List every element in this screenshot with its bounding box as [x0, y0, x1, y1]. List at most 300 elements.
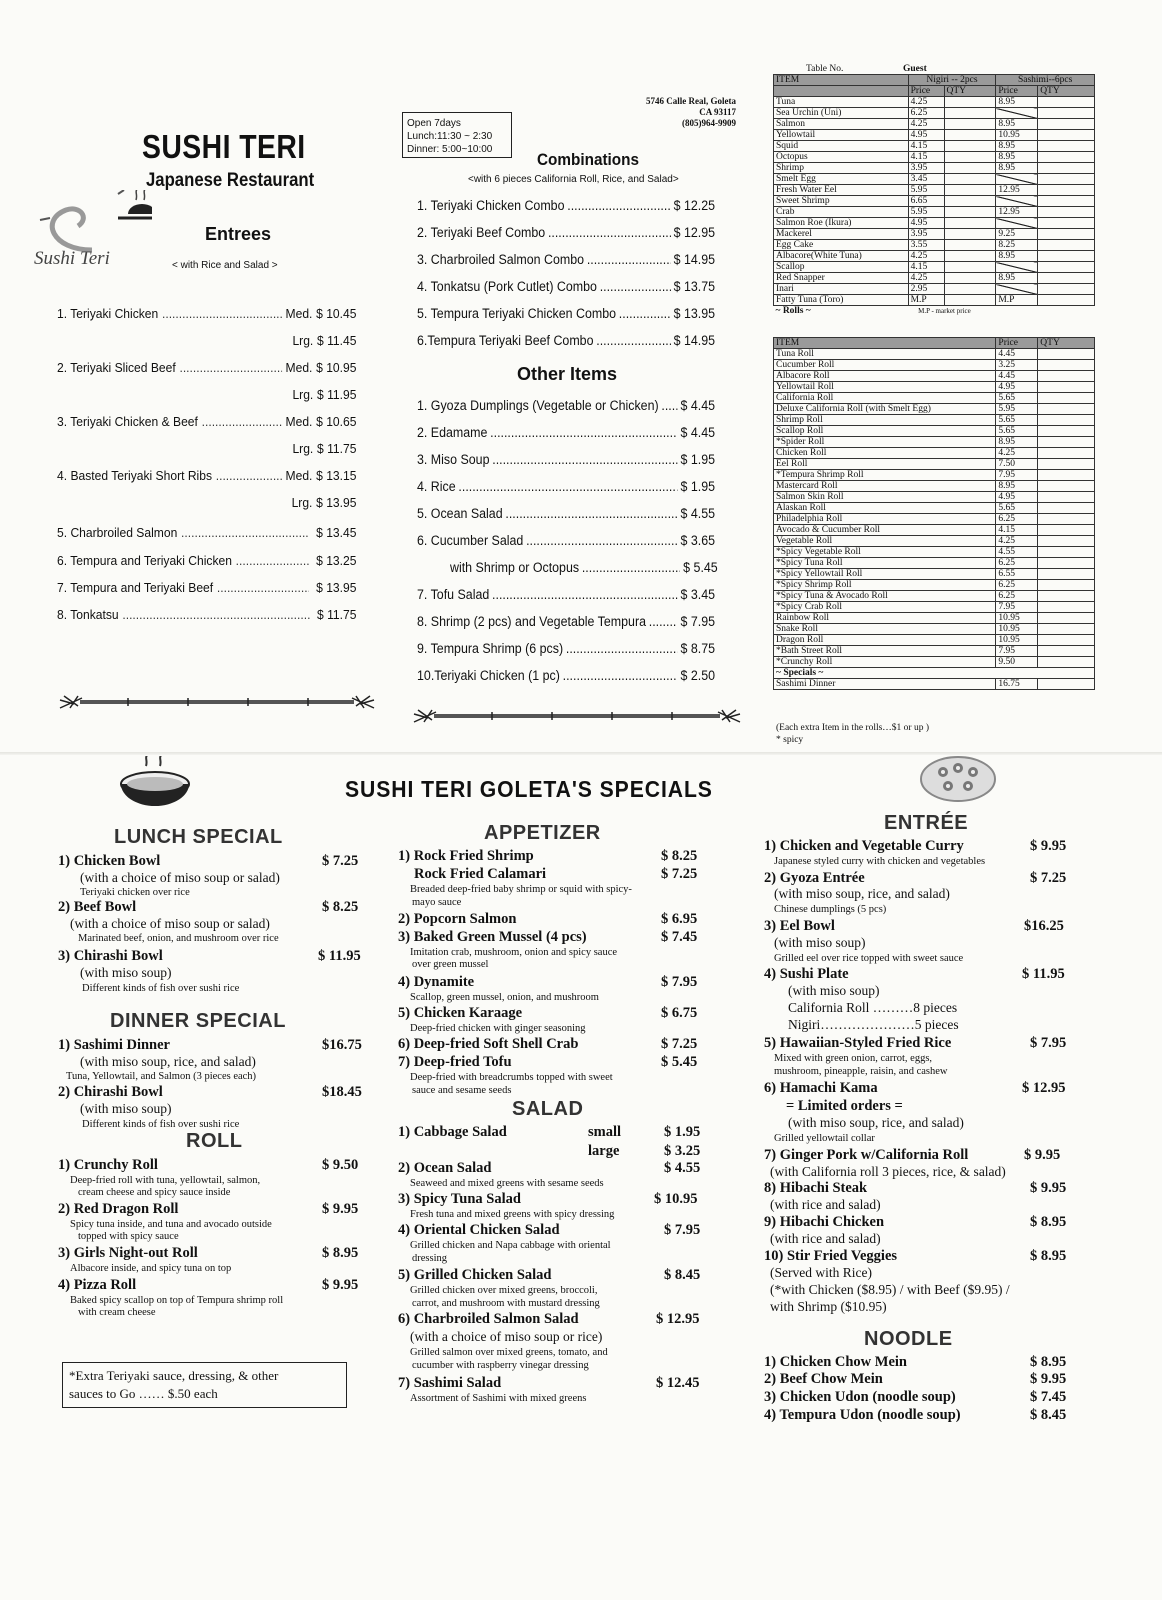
roll-qty-cell[interactable]	[1038, 448, 1095, 459]
salad-item-desc: Grilled salmon over mixed greens, tomato, and	[410, 1347, 608, 1358]
entree-item-desc: Grilled yellowtail collar	[774, 1133, 875, 1144]
nigiri-price: 4.15	[908, 262, 944, 273]
entree-item-name: 10) Stir Fried Veggies	[764, 1248, 898, 1264]
sashimi-qty-cell[interactable]	[1038, 141, 1095, 152]
salad-heading: SALAD	[512, 1098, 584, 1120]
extra-sauce-note-line1: *Extra Teriyaki sauce, dressing, & other	[69, 1368, 279, 1383]
sashimi-price: 8.95	[996, 97, 1038, 108]
other-item-name: 5. Ocean Salad	[417, 506, 503, 521]
nigiri-qty-cell[interactable]	[944, 185, 996, 196]
roll-row	[774, 613, 1095, 624]
entree-item-option: Nigiri…………………5 pieces	[788, 1017, 959, 1032]
combinations-subtitle: <with 6 pieces California Roll, Rice, and Salad>	[468, 174, 679, 185]
roll-item-name: *Spicy Vegetable Roll	[774, 547, 996, 558]
roll-item-name: Albacore Roll	[774, 371, 996, 382]
roll-item-name: *Spicy Crab Roll	[774, 602, 996, 613]
roll-row	[774, 404, 1095, 415]
other-item-name: 4. Rice	[417, 479, 456, 494]
combinations-item-name: 6.Tempura Teriyaki Beef Combo	[417, 333, 594, 348]
other-item-price: $ 8.75	[680, 641, 716, 656]
roll-qty-cell[interactable]	[1038, 503, 1095, 514]
sashimi-qty-cell[interactable]	[1038, 185, 1095, 196]
roll-item-name: 3) Girls Night-out Roll	[58, 1245, 198, 1261]
roll-row	[774, 382, 1095, 393]
roll-qty-cell[interactable]	[1038, 580, 1095, 591]
entree-item-name: 5) Hawaiian-Styled Fried Rice	[764, 1035, 952, 1051]
entree-row	[57, 553, 356, 573]
nigiri-qty-cell[interactable]	[944, 240, 996, 251]
other-item-price: $ 3.45	[680, 587, 716, 602]
roll-qty-cell[interactable]	[1038, 437, 1095, 448]
spicy-note: * spicy	[776, 735, 804, 745]
sashimi-qty-cell[interactable]	[1038, 108, 1095, 119]
entree-item-option: (*with Chicken ($8.95) / with Beef ($9.95) /	[770, 1282, 1010, 1297]
other-item-name: 1. Gyoza Dumplings (Vegetable or Chicken)	[417, 398, 659, 413]
nigiri-price: 4.15	[908, 141, 944, 152]
special-price: 16.75	[996, 679, 1038, 690]
sashimi-qty-cell[interactable]	[1038, 251, 1095, 262]
leader-dots	[236, 553, 309, 573]
roll-price: 4.55	[996, 547, 1038, 558]
sashimi-price: 8.95	[996, 152, 1038, 163]
sashimi-price: 8.95	[996, 141, 1038, 152]
entree-row	[57, 495, 356, 515]
combinations-item-price: $ 14.95	[673, 333, 716, 348]
salad-item-desc: dressing	[412, 1253, 447, 1264]
salad-item-desc: cucumber with raspberry vinegar dressing	[412, 1360, 589, 1371]
leader-dots	[587, 252, 671, 272]
roll-price: 10.95	[996, 613, 1038, 624]
nigiri-row	[774, 229, 1095, 240]
entree-item-desc: Mixed with green onion, carrot, eggs,	[774, 1053, 933, 1064]
roll-row	[774, 635, 1095, 646]
roll-qty-cell[interactable]	[1038, 349, 1095, 360]
roll-qty-cell[interactable]	[1038, 536, 1095, 547]
nigiri-qty-cell[interactable]	[944, 251, 996, 262]
leader-dots	[217, 580, 309, 600]
nigiri-row	[774, 196, 1095, 207]
combinations-item-name: 5. Tempura Teriyaki Chicken Combo	[417, 306, 617, 321]
other-row	[417, 533, 715, 553]
roll-qty-cell[interactable]	[1038, 624, 1095, 635]
entree-size: Med.	[285, 414, 313, 429]
roll-price: 6.25	[996, 580, 1038, 591]
nigiri-price: 2.95	[908, 284, 944, 295]
leader-dots	[216, 468, 282, 488]
entree-item-desc: Chinese dumplings (5 pcs)	[774, 904, 887, 915]
roll-qty-cell[interactable]	[1038, 525, 1095, 536]
entree-price: $ 13.95	[316, 495, 357, 510]
roll-price: 5.65	[996, 426, 1038, 437]
entree-size: Lrg.	[292, 333, 314, 348]
roll-qty-cell[interactable]	[1038, 426, 1095, 437]
nigiri-qty-cell[interactable]	[944, 207, 996, 218]
roll-row	[774, 415, 1095, 426]
roll-row	[774, 558, 1095, 569]
nigiri-qty-cell[interactable]	[944, 108, 996, 119]
roll-row	[774, 591, 1095, 602]
salad-item-name: 7) Sashimi Salad	[398, 1375, 502, 1391]
combinations-item-name: 3. Charbroiled Salmon Combo	[417, 252, 585, 267]
sashimi-qty-cell[interactable]	[1038, 174, 1095, 185]
entree-item-note: = Limited orders =	[786, 1098, 903, 1114]
lunch-item-option: (with a choice of miso soup or salad)	[70, 916, 270, 931]
lunch-item-option: (with a choice of miso soup or salad)	[80, 870, 280, 885]
nigiri-price: 3.95	[908, 163, 944, 174]
entree-name: 4. Basted Teriyaki Short Ribs	[57, 468, 213, 483]
other-item-name: 8. Shrimp (2 pcs) and Vegetable Tempura	[417, 614, 646, 629]
sashimi-qty-cell[interactable]	[1038, 295, 1095, 306]
rolls-price-header: Price	[996, 338, 1038, 349]
nigiri-qty-cell[interactable]	[944, 174, 996, 185]
nigiri-qty-cell[interactable]	[944, 97, 996, 108]
hours-dinner: Dinner: 5:00~10:00	[407, 144, 493, 155]
roll-row	[774, 624, 1095, 635]
leader-dots	[57, 441, 292, 461]
leader-dots	[505, 506, 677, 526]
roll-qty-cell[interactable]	[1038, 569, 1095, 580]
lunch-special-heading: LUNCH SPECIAL	[114, 826, 283, 848]
roll-qty-cell[interactable]	[1038, 382, 1095, 393]
address-street: 5746 Calle Real, Goleta	[646, 96, 736, 106]
other-item-name: 6. Cucumber Salad	[417, 533, 524, 548]
sashimi-qty-cell[interactable]	[1038, 97, 1095, 108]
combinations-item-price: $ 13.95	[673, 306, 716, 321]
noodle-item-price: $ 8.45	[1030, 1407, 1067, 1423]
roll-qty-cell[interactable]	[1038, 591, 1095, 602]
combinations-row	[417, 225, 715, 245]
nigiri-qty-cell[interactable]	[944, 229, 996, 240]
appetizer-item-price: $ 7.25	[661, 1036, 698, 1052]
sashimi-qty-cell[interactable]	[1038, 163, 1095, 174]
salad-size-large: large	[588, 1143, 620, 1159]
market-price-note: M.P - market price	[918, 307, 971, 316]
other-items-heading: Other Items	[517, 364, 618, 384]
entree-item-price: $ 11.95	[1022, 966, 1065, 982]
entree-row	[57, 333, 356, 353]
nigiri-row	[774, 273, 1095, 284]
nigiri-qty-cell[interactable]	[944, 196, 996, 207]
entree-item-option: (with California roll 3 pieces, rice, & salad)	[770, 1164, 1006, 1179]
roll-row	[774, 646, 1095, 657]
other-row	[417, 668, 715, 688]
nigiri-price: 5.95	[908, 185, 944, 196]
nigiri-qty-cell[interactable]	[944, 141, 996, 152]
salad-item-desc: Fresh tuna and mixed greens with spicy dressing	[410, 1209, 615, 1220]
roll-price: 10.95	[996, 635, 1038, 646]
other-item-price: $ 1.95	[680, 452, 716, 467]
entree-name: 2. Teriyaki Sliced Beef	[57, 360, 176, 375]
entree-size: Lrg.	[292, 387, 314, 402]
appetizer-item-name: 6) Deep-fried Soft Shell Crab	[398, 1036, 579, 1052]
nigiri-qty-cell[interactable]	[944, 273, 996, 284]
logo-text: Sushi Teri	[34, 248, 110, 269]
dinner-item-desc: Different kinds of fish over sushi rice	[82, 1119, 240, 1130]
rolls-label: ~ Rolls ~	[775, 306, 811, 317]
appetizer-item-name: 7) Deep-fried Tofu	[398, 1054, 512, 1070]
roll-price: 5.65	[996, 393, 1038, 404]
nigiri-row	[774, 207, 1095, 218]
entree-size: Lrg.	[292, 441, 314, 456]
roll-item-desc: topped with spicy sauce	[78, 1231, 179, 1242]
nigiri-item-name: Octopus	[774, 152, 909, 163]
roll-row	[774, 580, 1095, 591]
entree-row	[57, 441, 356, 461]
leader-dots	[567, 198, 671, 218]
roll-heading: ROLL	[186, 1130, 243, 1152]
entree-row	[57, 414, 356, 434]
other-item-price: $ 4.55	[680, 506, 716, 521]
sashimi-qty-cell[interactable]	[1038, 218, 1095, 229]
combinations-item-price: $ 12.95	[673, 225, 716, 240]
entree-item-price: $ 7.95	[1030, 1035, 1067, 1051]
sashimi-qty-cell[interactable]	[1038, 152, 1095, 163]
nigiri-price: 6.65	[908, 196, 944, 207]
roll-qty-cell[interactable]	[1038, 415, 1095, 426]
roll-qty-cell[interactable]	[1038, 613, 1095, 624]
roll-row	[774, 349, 1095, 360]
nigiri-item-name: Salmon	[774, 119, 909, 130]
combinations-row	[417, 333, 715, 353]
sashimi-qty-cell[interactable]	[1038, 229, 1095, 240]
combinations-row	[417, 279, 715, 299]
appetizer-item-desc: mayo sauce	[412, 897, 462, 908]
appetizer-item-name: Rock Fried Calamari	[414, 866, 547, 882]
roll-item-desc: with cream cheese	[78, 1307, 156, 1318]
roll-row	[774, 437, 1095, 448]
roll-item-name: *Spicy Tuna Roll	[774, 558, 996, 569]
nigiri-row	[774, 163, 1095, 174]
nigiri-price: 6.25	[908, 108, 944, 119]
roll-row	[774, 536, 1095, 547]
rolls-item-header: ITEM	[774, 338, 996, 349]
roll-qty-cell[interactable]	[1038, 470, 1095, 481]
other-row	[417, 479, 715, 499]
roll-qty-cell[interactable]	[1038, 492, 1095, 503]
sashimi-qty-cell[interactable]	[1038, 262, 1095, 273]
noodle-item-name: 3) Chicken Udon (noodle soup)	[764, 1389, 956, 1405]
sashimi-price	[996, 262, 1038, 273]
entree-item-option: (with rice and salad)	[770, 1197, 881, 1212]
entree-item-desc: Grilled eel over rice topped with sweet sauce	[774, 953, 964, 964]
roll-qty-cell[interactable]	[1038, 558, 1095, 569]
sashimi-price	[996, 218, 1038, 229]
entree-item-price: $ 12.95	[1022, 1080, 1066, 1096]
roll-item-desc: Albacore inside, and spicy tuna on top	[70, 1263, 232, 1274]
nigiri-price: 3.45	[908, 174, 944, 185]
nigiri-price: 4.25	[908, 119, 944, 130]
nigiri-qty-cell[interactable]	[944, 119, 996, 130]
sashimi-price: 8.95	[996, 273, 1038, 284]
sashimi-price: 12.95	[996, 207, 1038, 218]
nigiri-item-name: Sea Urchin (Uni)	[774, 108, 909, 119]
address	[590, 96, 736, 129]
other-item-name: 2. Edamame	[417, 425, 488, 440]
roll-qty-cell[interactable]	[1038, 393, 1095, 404]
entree-price: $ 13.15	[316, 468, 357, 483]
roll-item-name: Yellowtail Roll	[774, 382, 996, 393]
combinations-heading: Combinations	[537, 150, 640, 169]
combinations-row	[417, 306, 715, 326]
address-city: CA 93117	[699, 107, 736, 117]
roll-item-name: Vegetable Roll	[774, 536, 996, 547]
other-item-price: $ 3.65	[680, 533, 716, 548]
dinner-item-option: (with miso soup)	[80, 1101, 172, 1116]
noodle-item-price: $ 7.45	[1030, 1389, 1067, 1405]
appetizer-item-price: $ 6.75	[661, 1005, 698, 1021]
roll-item-name: *Tempura Shrimp Roll	[774, 470, 996, 481]
dinner-special-heading: DINNER SPECIAL	[110, 1010, 286, 1032]
item-subheader	[774, 86, 909, 97]
extra-item-note: (Each extra Item in the rolls…$1 or up )	[776, 723, 930, 733]
leader-dots	[596, 333, 671, 353]
entree-name: 3. Teriyaki Chicken & Beef	[57, 414, 198, 429]
roll-item-name: California Roll	[774, 393, 996, 404]
roll-item-name: Philadelphia Roll	[774, 514, 996, 525]
nigiri-row	[774, 119, 1095, 130]
combinations-item-price: $ 14.95	[673, 252, 716, 267]
noodle-item-name: 2) Beef Chow Mein	[764, 1371, 883, 1387]
appetizer-item-price: $ 7.45	[661, 929, 698, 945]
roll-qty-cell[interactable]	[1038, 481, 1095, 492]
salad-item-name: 4) Oriental Chicken Salad	[398, 1222, 560, 1238]
roll-qty-cell[interactable]	[1038, 371, 1095, 382]
roll-qty-cell[interactable]	[1038, 635, 1095, 646]
combinations-row	[417, 252, 715, 272]
roll-qty-cell[interactable]	[1038, 459, 1095, 470]
leader-dots	[582, 560, 681, 580]
nigiri-qty-cell[interactable]	[944, 218, 996, 229]
roll-qty-cell[interactable]	[1038, 602, 1095, 613]
nigiri-price: 4.95	[908, 130, 944, 141]
roll-item-name: 2) Red Dragon Roll	[58, 1201, 179, 1217]
sashimi-price-header: Price	[996, 86, 1038, 97]
nigiri-price: 4.95	[908, 218, 944, 229]
sashimi-qty-header[interactable]: QTY	[1038, 86, 1095, 97]
roll-price: 9.50	[996, 657, 1038, 668]
nigiri-qty-cell[interactable]	[944, 295, 996, 306]
nigiri-qty-cell[interactable]	[944, 284, 996, 295]
sashimi-qty-cell[interactable]	[1038, 196, 1095, 207]
leader-dots	[548, 225, 671, 245]
appetizer-item-name: 1) Rock Fried Shrimp	[398, 848, 534, 864]
nigiri-qty-cell[interactable]	[944, 163, 996, 174]
entree-name: 5. Charbroiled Salmon	[57, 525, 178, 540]
salad-item-price: $ 3.25	[664, 1143, 701, 1159]
table-no-label: Table No.	[806, 64, 844, 74]
sashimi-qty-cell[interactable]	[1038, 130, 1095, 141]
roll-item-name: *Bath Street Roll	[774, 646, 996, 657]
other-row	[417, 614, 715, 634]
nigiri-qty-header[interactable]: QTY	[944, 86, 996, 97]
nigiri-item-name: Shrimp	[774, 163, 909, 174]
salad-item-desc: carrot, and mushroom with mustard dressing	[412, 1298, 600, 1309]
appetizer-heading: APPETIZER	[484, 822, 601, 844]
leader-dots	[57, 495, 292, 515]
roll-qty-cell[interactable]	[1038, 547, 1095, 558]
sashimi-price: 12.95	[996, 185, 1038, 196]
roll-qty-cell[interactable]	[1038, 404, 1095, 415]
roll-item-price: $ 9.50	[322, 1157, 359, 1173]
nigiri-sashimi-table	[773, 74, 1095, 316]
entree-size: Lrg.	[291, 495, 313, 510]
entree-item-price: $ 9.95	[1030, 1180, 1067, 1196]
entree-row	[57, 360, 356, 380]
special-qty-cell[interactable]	[1038, 679, 1095, 690]
sashimi-price: 10.95	[996, 130, 1038, 141]
sashimi-qty-cell[interactable]	[1038, 240, 1095, 251]
roll-qty-cell[interactable]	[1038, 657, 1095, 668]
roll-price: 8.95	[996, 481, 1038, 492]
sashimi-qty-cell[interactable]	[1038, 284, 1095, 295]
entree-item-price: $ 9.95	[1024, 1147, 1061, 1163]
sashimi-qty-cell[interactable]	[1038, 119, 1095, 130]
roll-item-name: Shrimp Roll	[774, 415, 996, 426]
nigiri-item-name: Yellowtail	[774, 130, 909, 141]
roll-item-name: Alaskan Roll	[774, 503, 996, 514]
nigiri-row	[774, 174, 1095, 185]
appetizer-item-price: $ 6.95	[661, 911, 698, 927]
entree-name: 6. Tempura and Teriyaki Chicken	[57, 553, 232, 568]
entree-row	[57, 387, 356, 407]
leader-dots	[122, 607, 309, 627]
roll-qty-cell[interactable]	[1038, 360, 1095, 371]
dinner-item-option: (with miso soup, rice, and salad)	[80, 1054, 256, 1069]
sashimi-price	[996, 284, 1038, 295]
specials-label: ~ Specials ~	[774, 668, 1095, 679]
lunch-item-desc: Teriyaki chicken over rice	[80, 887, 190, 898]
nigiri-qty-cell[interactable]	[944, 262, 996, 273]
sashimi-price: 8.95	[996, 119, 1038, 130]
salad-item-name: 3) Spicy Tuna Salad	[398, 1191, 521, 1207]
entree-size: Med.	[285, 306, 313, 321]
roll-item-price: $ 8.95	[322, 1245, 359, 1261]
sashimi-price	[996, 108, 1038, 119]
other-row	[417, 425, 715, 445]
appetizer-item-price: $ 5.45	[661, 1054, 698, 1070]
roll-qty-cell[interactable]	[1038, 514, 1095, 525]
salad-item-price: $ 10.95	[654, 1191, 698, 1207]
roll-row	[774, 569, 1095, 580]
roll-price: 6.25	[996, 514, 1038, 525]
noodle-item-price: $ 9.95	[1030, 1371, 1067, 1387]
appetizer-item-desc: Imitation crab, mushroom, onion and spicy sauce	[410, 947, 618, 958]
nigiri-qty-cell[interactable]	[944, 130, 996, 141]
entree-heading: ENTRÉE	[884, 812, 969, 834]
other-item-price: $ 7.95	[680, 614, 716, 629]
rolls-qty-header[interactable]: QTY	[1038, 338, 1095, 349]
nigiri-item-name: Albacore(White Tuna)	[774, 251, 909, 262]
salad-item-desc: Seaweed and mixed greens with sesame seeds	[410, 1178, 604, 1189]
roll-row	[774, 492, 1095, 503]
combinations-item-name: 1. Teriyaki Chicken Combo	[417, 198, 565, 213]
entree-row	[57, 306, 356, 326]
entree-item-name: 3) Eel Bowl	[764, 918, 835, 934]
nigiri-row	[774, 130, 1095, 141]
hours-box	[402, 112, 512, 158]
restaurant-subtitle: Japanese Restaurant	[146, 170, 315, 191]
entrees-subtitle: < with Rice and Salad >	[172, 260, 278, 271]
nigiri-qty-cell[interactable]	[944, 152, 996, 163]
roll-item-name: *Spicy Shrimp Roll	[774, 580, 996, 591]
sashimi-qty-cell[interactable]	[1038, 207, 1095, 218]
appetizer-item-desc: Scallop, green mussel, onion, and mushroom	[410, 992, 599, 1003]
roll-row	[774, 602, 1095, 613]
sashimi-qty-cell[interactable]	[1038, 273, 1095, 284]
lunch-item-name: 3) Chirashi Bowl	[58, 948, 163, 964]
roll-qty-cell[interactable]	[1038, 646, 1095, 657]
entree-name: 7. Tempura and Teriyaki Beef	[57, 580, 214, 595]
